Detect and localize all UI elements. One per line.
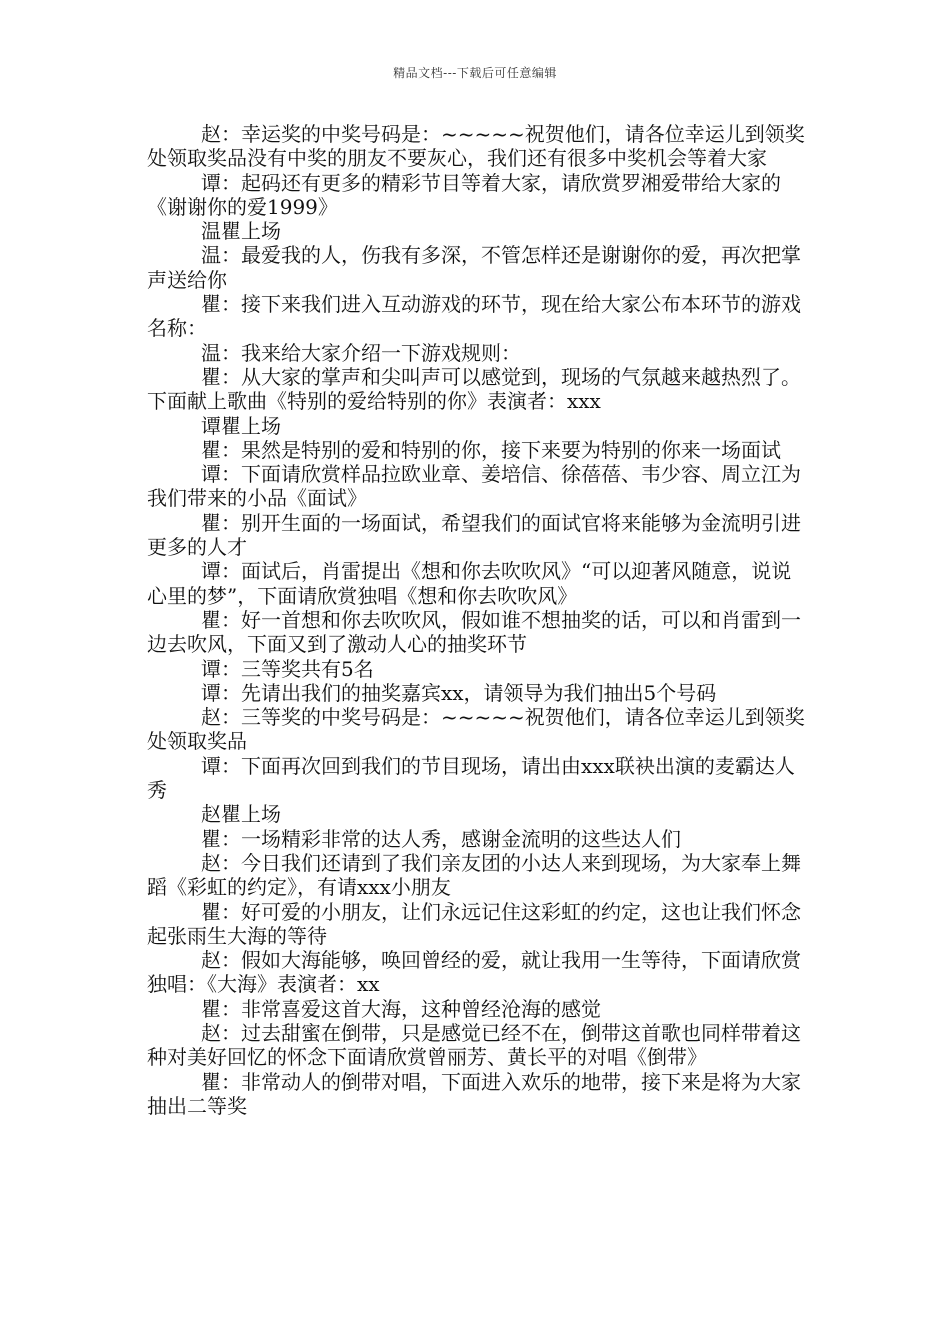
paragraph: 谭：面试后，肖雷提出《想和你去吹吹风》“可以迎著风随意，说说心里的梦”，下面请欣赏独唱《想和你去吹吹风》 — [147, 559, 792, 608]
paragraph: 谭：下面再次回到我们的节目现场，请出由xxx联袂出演的麦霸达人秀 — [147, 753, 795, 803]
paragraph: 瞿：果然是特别的爱和特别的你，接下来要为特别的你来一场面试 — [201, 437, 781, 462]
paragraph: 瞿：非常动人的倒带对唱，下面进入欢乐的地带，接下来是将为大家抽出二等奖 — [147, 1069, 801, 1118]
paragraph: 赵：假如大海能够，唤回曾经的爱，就让我用一生等待，下面请欣赏独唱：《大海》表演者：xx — [147, 948, 801, 997]
page-header: 精品文档---下载后可任意编辑 — [393, 66, 557, 80]
paragraph: 瞿：别开生面的一场面试，希望我们的面试官将来能够为金流明引进更多的人才 — [147, 510, 801, 560]
paragraph: 赵：三等奖的中奖号码是：~~~~~祝贺他们，请各位幸运儿到领奖处领取奖品 — [147, 705, 805, 754]
paragraph: 瞿：好一首想和你去吹吹风，假如谁不想抽奖的话，可以和肖雷到一边去吹风，下面又到了激动人心的抽奖环节 — [147, 607, 801, 657]
paragraph: 赵：今日我们还请到了我们亲友团的小达人来到现场，为大家奉上舞蹈《彩虹的约定》，有请xxx小朋友 — [147, 850, 801, 900]
paragraph: 温：最爱我的人，伤我有多深，不管怎样还是谢谢你的爱，再次把掌声送给你 — [147, 243, 801, 292]
paragraph: 瞿：一场精彩非常的达人秀，感谢金流明的这些达人们 — [201, 826, 681, 851]
paragraph: 瞿：非常喜爱这首大海，这种曾经沧海的感觉 — [201, 996, 601, 1021]
paragraph: 谭：先请出我们的抽奖嘉宾xx，请领导为我们抽出5个号码 — [201, 680, 717, 705]
paragraph: 谭瞿上场 — [201, 413, 281, 438]
paragraph: 赵：幸运奖的中奖号码是：~~~~~祝贺他们，请各位幸运儿到领奖处领取奖品没有中奖的朋友不要灰心，我们还有很多中奖机会等着大家 — [147, 122, 805, 171]
document-body — [147, 122, 809, 1118]
paragraph: 温瞿上场 — [201, 219, 281, 244]
paragraph: 赵：过去甜蜜在倒带，只是感觉已经不在，倒带这首歌也同样带着这种对美好回忆的怀念下面请欣赏曾丽芳、黄长平的对唱《倒带》 — [147, 1020, 801, 1070]
paragraph: 谭：三等奖共有5名 — [201, 656, 374, 681]
paragraph: 瞿：从大家的掌声和尖叫声可以感觉到，现场的气氛越来越热烈了。下面献上歌曲《特别的爱给特别的你》表演者：xxx — [147, 364, 801, 414]
paragraph: 谭：下面请欣赏样品拉欧业章、姜培信、徐蓓蓓、韦少容、周立江为我们带来的小品《面试》 — [147, 462, 801, 511]
paragraph: 温：我来给大家介绍一下游戏规则： — [201, 340, 521, 365]
paragraph: 谭：起码还有更多的精彩节目等着大家，请欣赏罗湘爱带给大家的《谢谢你的爱1999》 — [147, 170, 781, 219]
paragraph: 赵瞿上场 — [201, 802, 281, 827]
paragraph: 瞿：好可爱的小朋友，让们永远记住这彩虹的约定，这也让我们怀念起张雨生大海的等待 — [147, 899, 801, 948]
paragraph: 瞿：接下来我们进入互动游戏的环节，现在给大家公布本环节的游戏名称： — [147, 292, 801, 341]
